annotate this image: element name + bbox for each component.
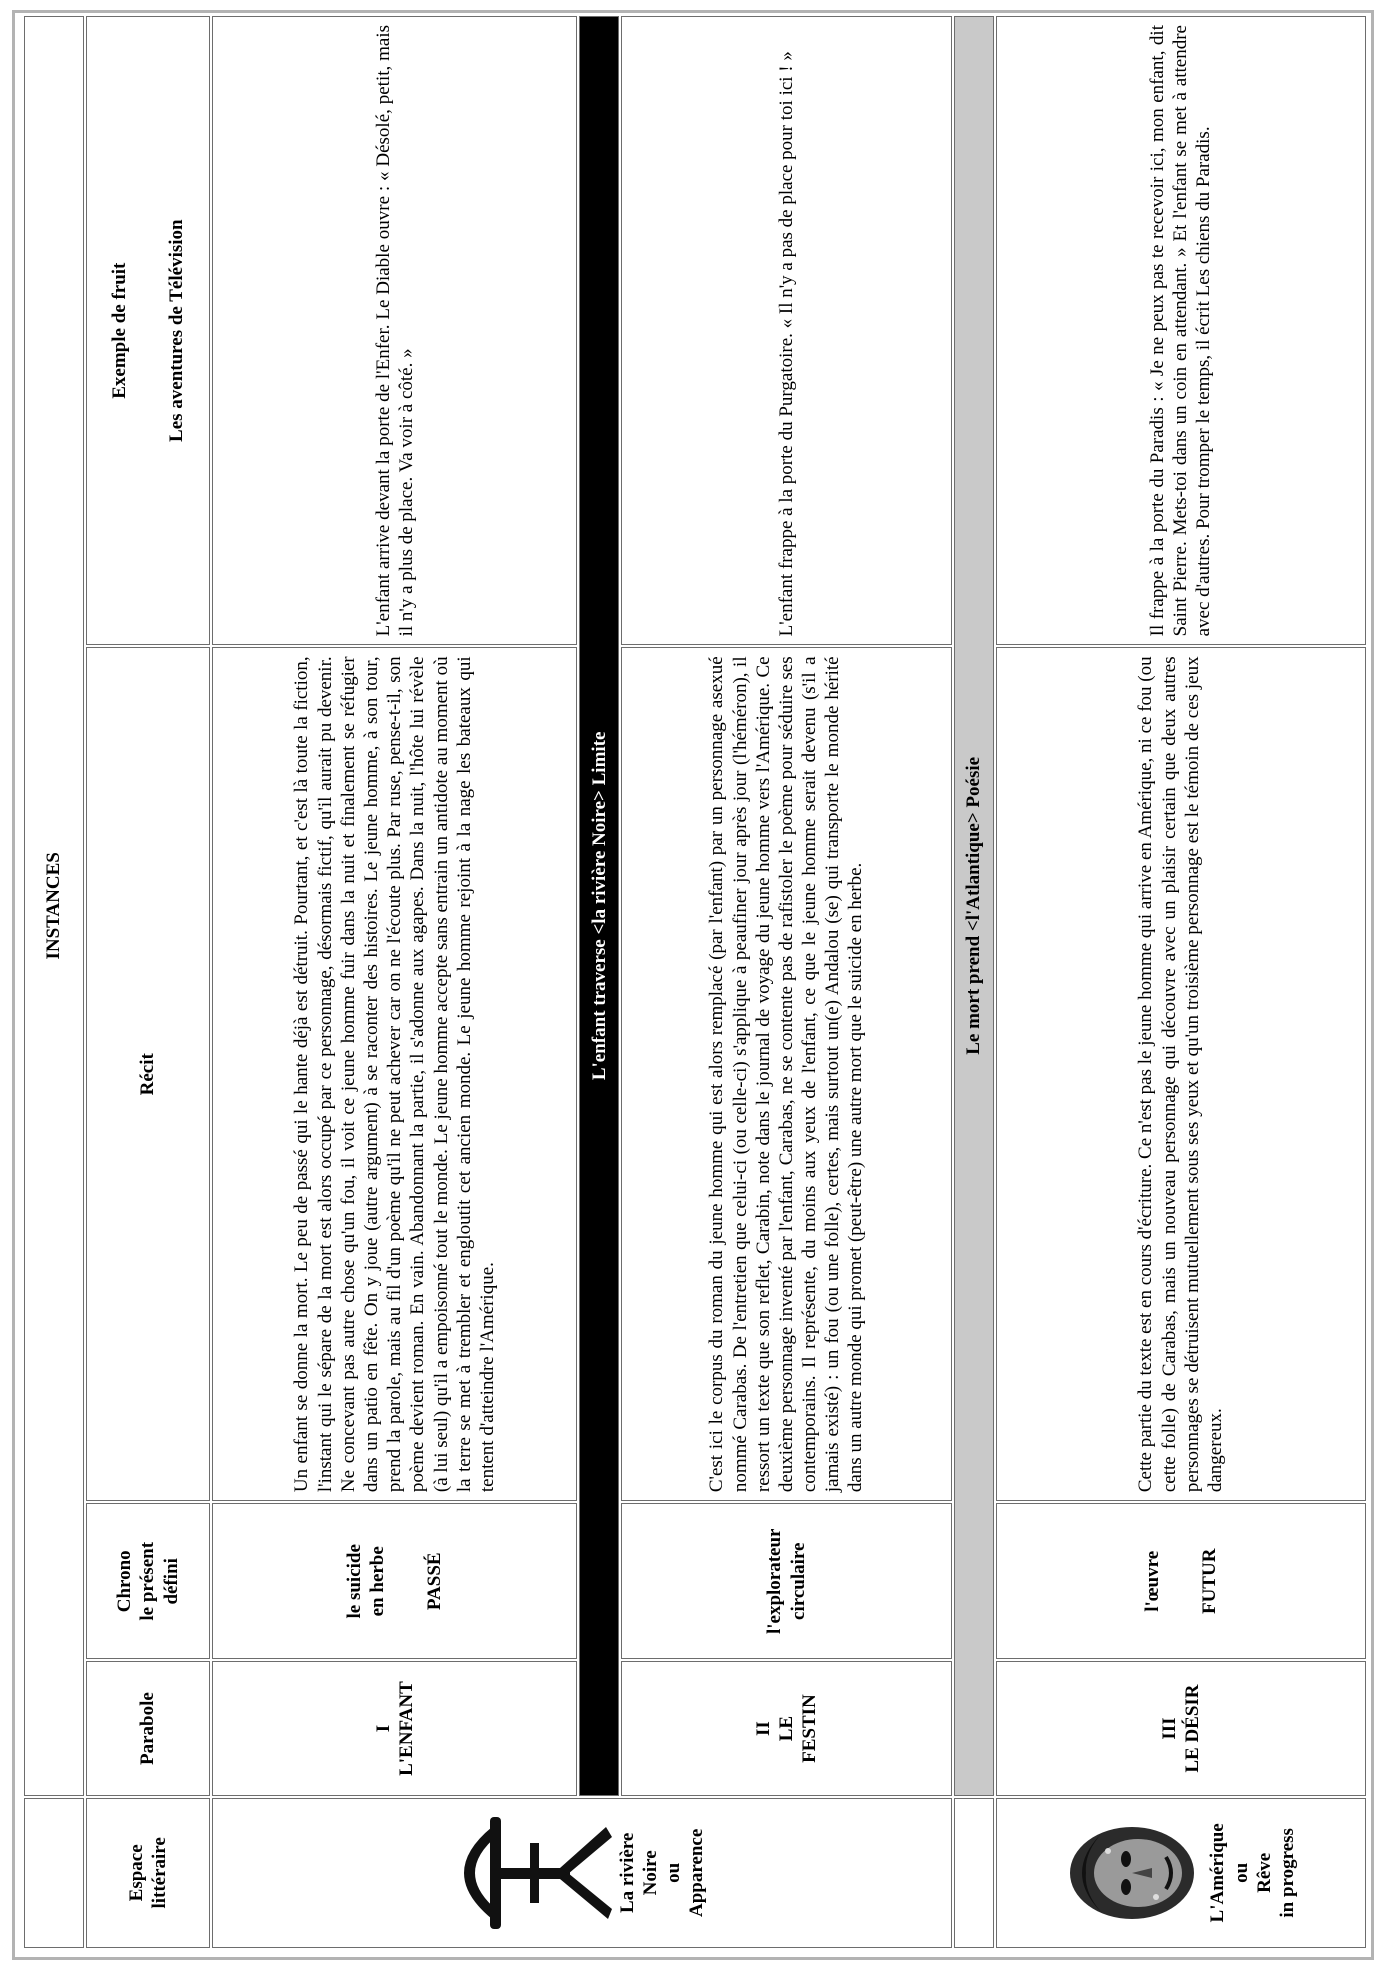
parabole-festin-numeral: II (752, 1721, 774, 1736)
parabole-desir (996, 1661, 1366, 1795)
band-riviere-noire: L'enfant traverse <la rivière Noire> Limite (579, 16, 619, 1796)
header-exemple-line2: Les aventures de Télévision (166, 219, 188, 442)
parabole-enfant-numeral: I (372, 1724, 394, 1733)
space-riviere-line2: Noire (639, 1850, 661, 1896)
band1-row (579, 16, 619, 1948)
space-amerique-line1: L'Amérique (1207, 1823, 1229, 1923)
header-exemple (86, 16, 210, 645)
parabole-desir-numeral: III (1158, 1717, 1180, 1740)
section1-row (212, 16, 577, 1948)
space-amerique (996, 1798, 1366, 1948)
header-chrono (86, 1503, 210, 1659)
chrono-suicide-line2: en herbe (367, 1546, 389, 1617)
band-atlantique: Le mort prend <l'Atlantique> Poésie (954, 16, 994, 1796)
exemple-festin: L'enfant frappe à la porte du Purgatoire. « Il n'y a pas de place pour toi ici ! » (621, 16, 951, 645)
chrono-oeuvre-line1: l'œuvre (1141, 1550, 1163, 1612)
chrono-oeuvre (996, 1503, 1366, 1659)
parabole-festin-line3: FESTIN (799, 1694, 821, 1763)
recit-festin: C'est ici le corpus du roman du jeune homme qui est alors remplacé (par l'enfant) par un personnage asexué nommé Carabas. De l'entretien que celui-ci (ou celle-ci) s'applique à peaufiner jour après jour (l'héméron), il ressort un texte que son reflet, Carabin, note dans le journal de voyage du jeune homme vers l'Amérique. Ce deuxième personnage inventé par l'enfant, Carabas, ne se contente pas de rafistoler le poème pour séduire ses contemporains. Il représente, du moins aux yeux de l'enfant, ce que le jeune homme serait devenu (s'il a jamais existé) : un fou (ou une folle), certes, mais surtout un(e) Andalou (se) qui transporte le monde hérité dans un autre monde qui promet (peut-être) une autre mort que le suicide en herbe. (621, 647, 951, 1501)
header-espace: Espace littéraire (86, 1798, 210, 1948)
parabole-enfant (212, 1661, 577, 1795)
recit-desir: Cette partie du texte est en cours d'écriture. Ce n'est pas le jeune homme qui arrive en Amérique, ni ce fou (ou cette folle) de Carabas, mais un nouveau personnage qui découvre avec un plaisir certain que deux autres personnages se détruisent mutuellement sous ses yeux et qu'un troisième personnage est le témoin de ces jeux dangereux. (996, 647, 1366, 1501)
space-riviere-line3: ou (662, 1862, 684, 1883)
header-chrono-line1: Chrono (114, 1550, 136, 1613)
title-row (24, 16, 84, 1948)
section3-row (996, 16, 1366, 1948)
parabole-desir-label: LE DÉSIR (1181, 1684, 1203, 1773)
table-frame (12, 10, 1374, 1960)
recit-enfant: Un enfant se donne la mort. Le peu de passé qui le hante déjà est détruit. Pourtant, et c'est là toute la fiction, l'instant qui le sépare de la mort est alors occupé par ce personnage, désormais fictif, qu'il aurait pu devenir. Ne concevant pas autre chose qu'un fou, il voit ce jeune homme fuir dans la nuit et finalement se réfugier dans un patio en fête. On y joue (autre argument) à se raconter des histoires. Le jeune homme, à son tour, prend la parole, mais au fil d'un poème qu'il ne peut achever car on ne l'écoute plus. Par ruse, pense-t-il, son poème devient roman. En vain. Abandonnant la partie, il s'adonne aux agapes. Dans la nuit, l'hôte lui révèle (à lui seul) qu'il a empoisonné tout le monde. Le jeune homme accepte sans entrain un antidote au moment où la terre se met à trembler et engloutit cet ancien monde. Le jeune homme rejoint à la nage les bateaux qui tentent d'atteindre l'Amérique. (212, 647, 577, 1501)
chrono-explorateur (621, 1503, 951, 1659)
parabole-festin-line2: LE (775, 1715, 797, 1742)
header-chrono-line3: défini (160, 1558, 182, 1605)
parabole-festin (621, 1661, 951, 1795)
instances-title: INSTANCES (24, 16, 84, 1796)
space-amerique-line4: in progress (1276, 1828, 1298, 1918)
header-row (86, 16, 210, 1948)
chrono-futur: FUTUR (1198, 1548, 1220, 1615)
header-exemple-line1: Exemple de fruit (108, 262, 130, 399)
trident-glyph-icon (442, 1807, 612, 1939)
chrono-explorateur-line2: circulaire (787, 1542, 809, 1620)
title-empty-cell (24, 1798, 84, 1948)
space-riviere-line1: La rivière (616, 1832, 638, 1914)
instances-table (22, 14, 1368, 1950)
exemple-desir: Il frappe à la porte du Paradis : « Je ne peux pas te recevoir ici, mon enfant, dit Saint Pierre. Mets-toi dans un coin en attendant. » Et l'enfant se met à attendre avec d'autres. Pour tromper le temps, il écrit Les chiens du Paradis. (996, 16, 1366, 645)
space-amerique-line2: ou (1230, 1862, 1252, 1883)
space-riviere-line4: Apparence (686, 1828, 708, 1918)
exemple-enfant: L'enfant arrive devant la porte de l'Enfer. Le Diable ouvre : « Désolé, petit, mais il n'y a plus de place. Va voir à côté. » (212, 16, 577, 645)
chrono-suicide-line1: le suicide (343, 1544, 365, 1619)
header-parabole: Parabole (86, 1661, 210, 1795)
header-chrono-line2: le présent (137, 1541, 159, 1621)
chrono-explorateur-line1: l'explorateur (764, 1528, 786, 1635)
space-amerique-line3: Rêve (1253, 1852, 1275, 1893)
parabole-enfant-label: L'ENFANT (395, 1681, 417, 1776)
band2-empty-cell (954, 1798, 994, 1948)
chrono-passe: PASSÉ (424, 1552, 446, 1611)
section2-row (621, 16, 951, 1948)
header-recit: Récit (86, 647, 210, 1501)
space-riviere-noire (212, 1798, 952, 1948)
portrait-photo-icon (1062, 1813, 1202, 1933)
band2-row (954, 16, 994, 1948)
chrono-suicide (212, 1503, 577, 1659)
